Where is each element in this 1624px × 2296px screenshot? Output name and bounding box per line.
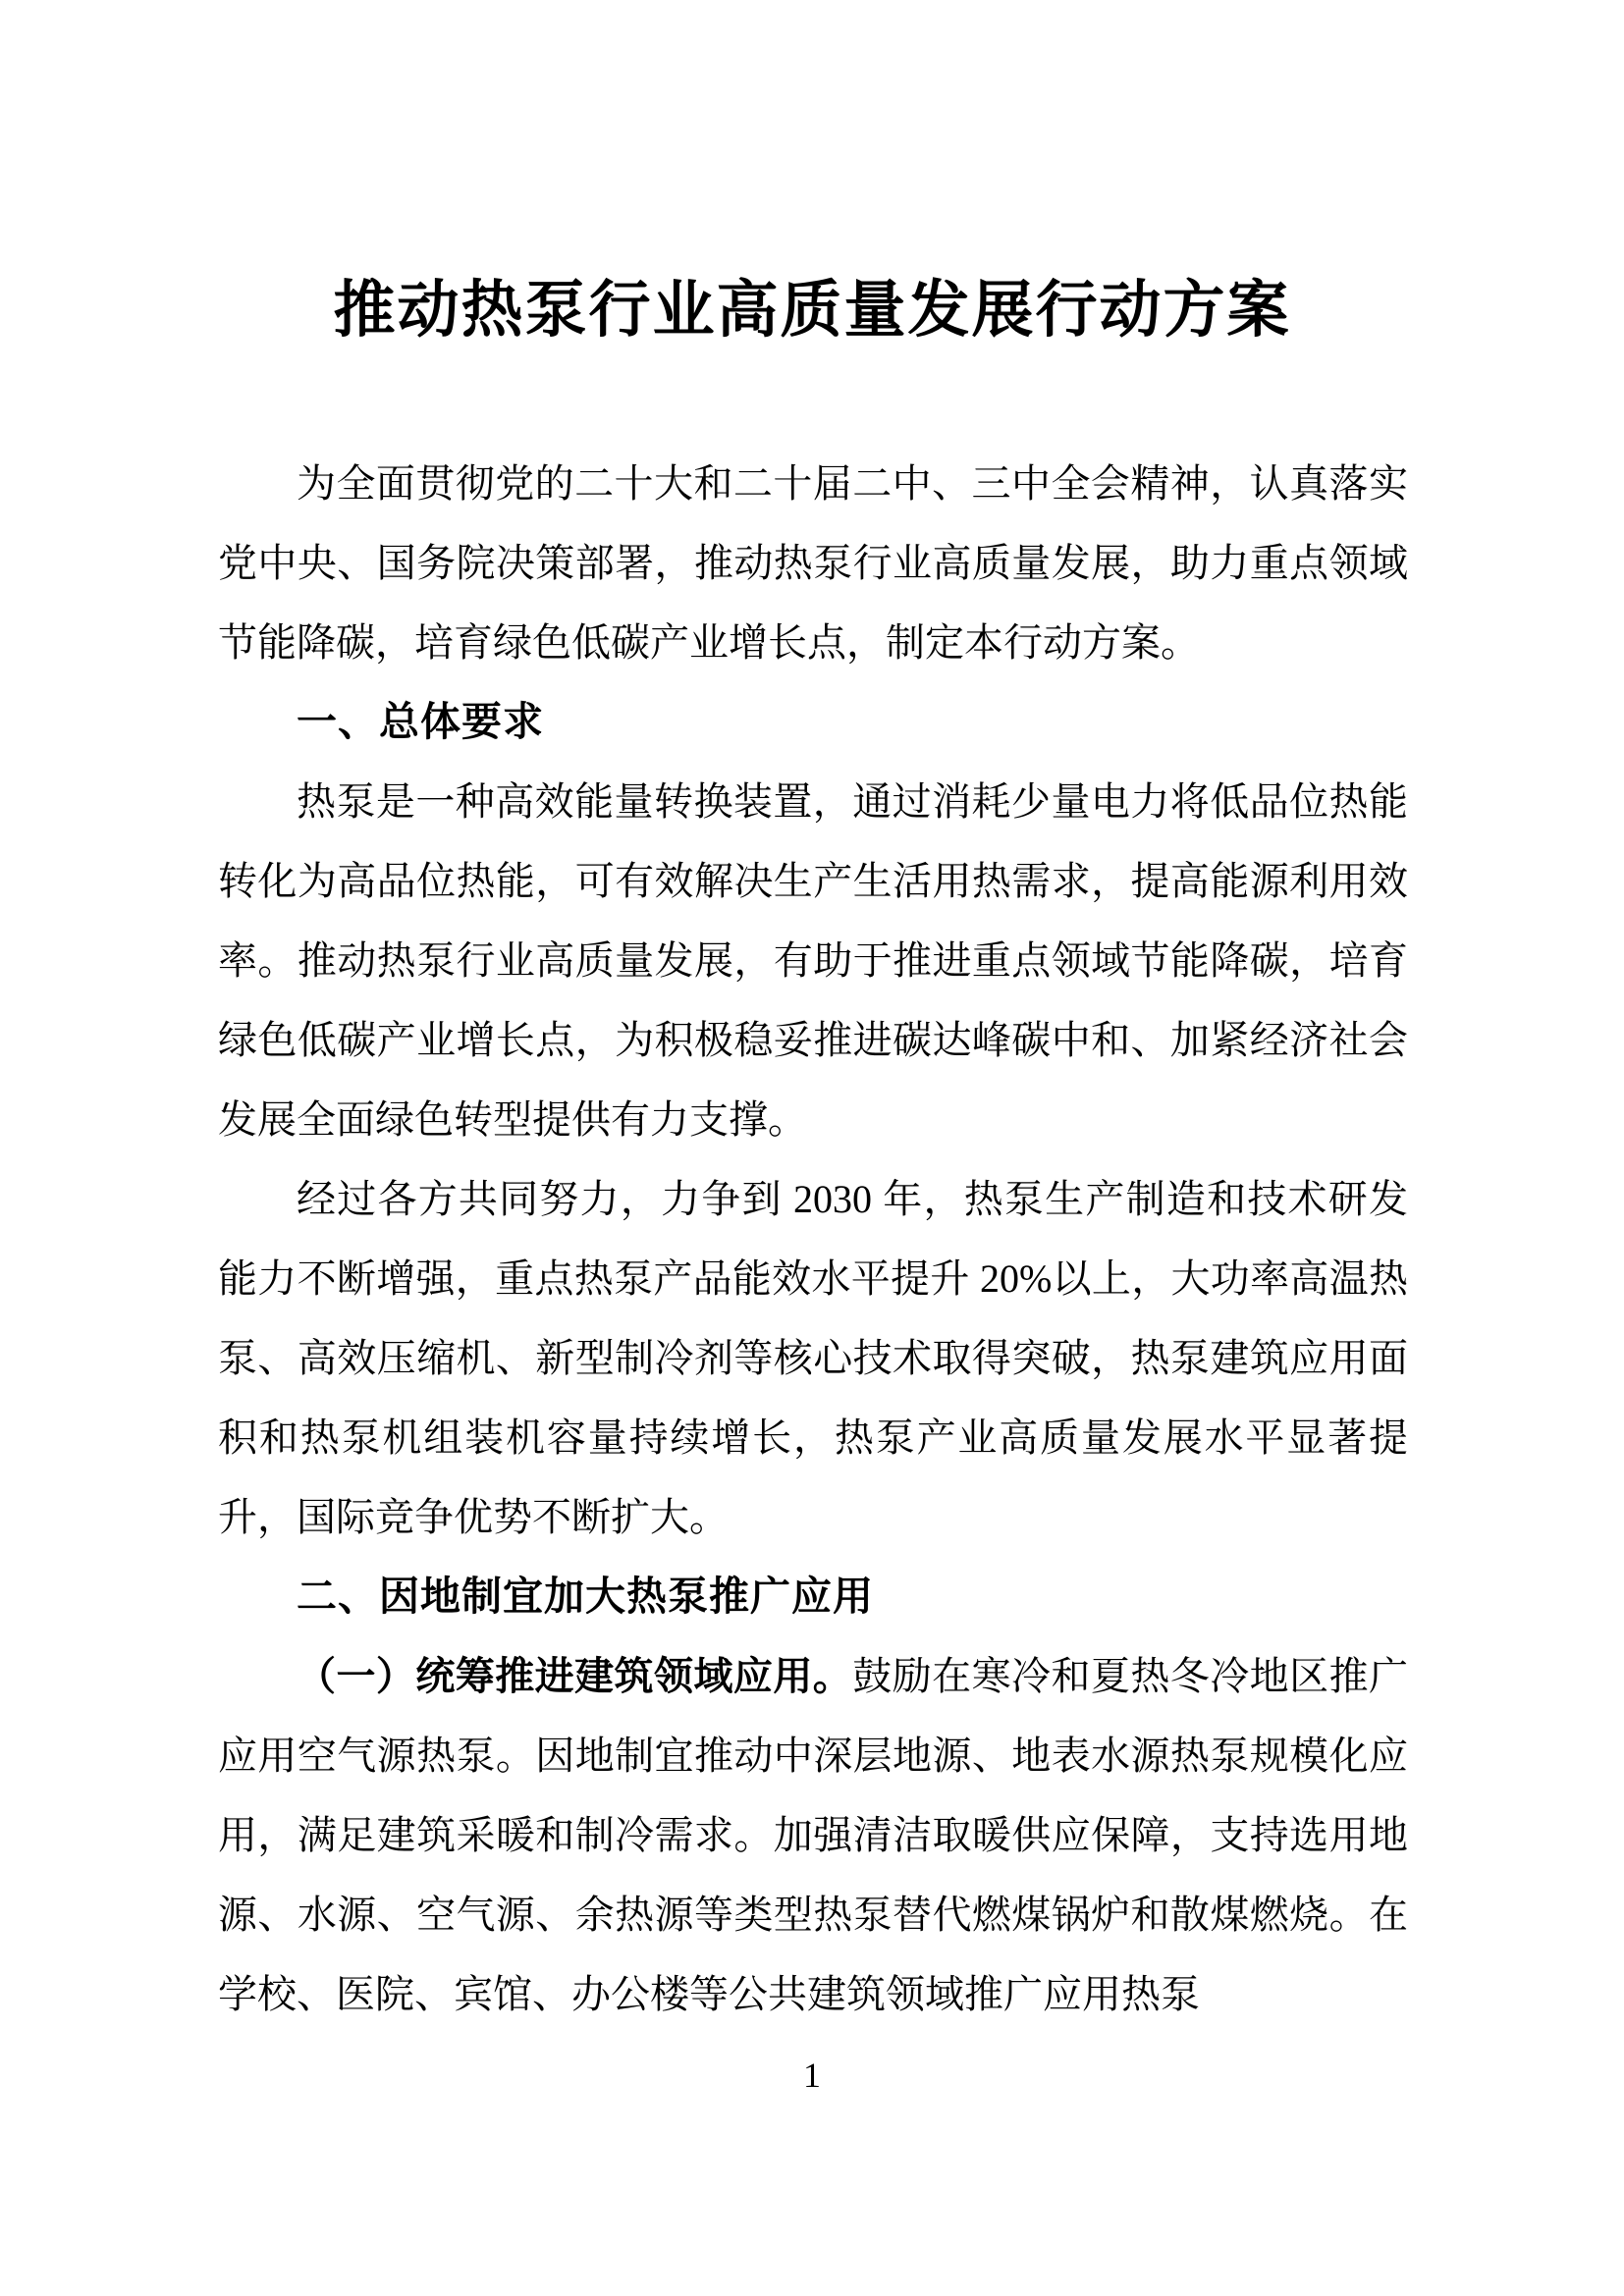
document-title: 推动热泵行业高质量发展行动方案 — [333, 276, 1291, 345]
intro-paragraph: 为全面贯彻党的二十大和二十届二中、三中全会精神，认真落实党中央、国务院决策部署，推动热泵行业高质量发展，助力重点领域节能降碳，培育绿色低碳产业增长点，制定本行动方案。 — [218, 461, 1408, 665]
section-2-heading: 二、因地制宜加大热泵推广应用 — [297, 1574, 874, 1619]
section-1-paragraph-1: 热泵是一种高效能量转换装置，通过消耗少量电力将低品位热能转化为高品位热能，可有效解决生产生活用热需求，提高能源利用效率。推动热泵行业高质量发展，有助于推进重点领域节能降碳，培育绿色低碳产业增长点，为积极稳妥推进碳达峰碳中和、加紧经济社会发展全面绿色转型提供有力支撑。 — [218, 779, 1408, 1142]
section-1-heading: 一、总体要求 — [297, 699, 544, 744]
section-2-item-1-lead: （一）统筹推进建筑领域应用。 — [297, 1654, 853, 1698]
section-2-item-1-text: 鼓励在寒冷和夏热冬冷地区推广应用空气源热泵。因地制宜推动中深层地源、地表水源热泵规模化应用，满足建筑采暖和制冷需求。加强清洁取暖供应保障，支持选用地源、水源、空气源、余热源等类型热泵替代燃煤锅炉和散煤燃烧。在学校、医院、宾馆、办公楼等公共建筑领域推广应用热泵 — [218, 1654, 1409, 2016]
section-1-paragraph-2: 经过各方共同努力，力争到 2030 年，热泵生产制造和技术研发能力不断增强，重点热泵产品能效水平提升 20%以上，大功率高温热泵、高效压缩机、新型制冷剂等核心技术取得突破，热泵建筑应用面积和热泵机组装机容量持续增长，热泵产业高质量发展水平显著提升，国际竞争优势不断扩大。 — [218, 1177, 1408, 1539]
document-body — [218, 444, 1408, 2034]
page-number: 1 — [803, 2056, 821, 2095]
section-2-item-1 — [218, 1636, 1408, 2034]
